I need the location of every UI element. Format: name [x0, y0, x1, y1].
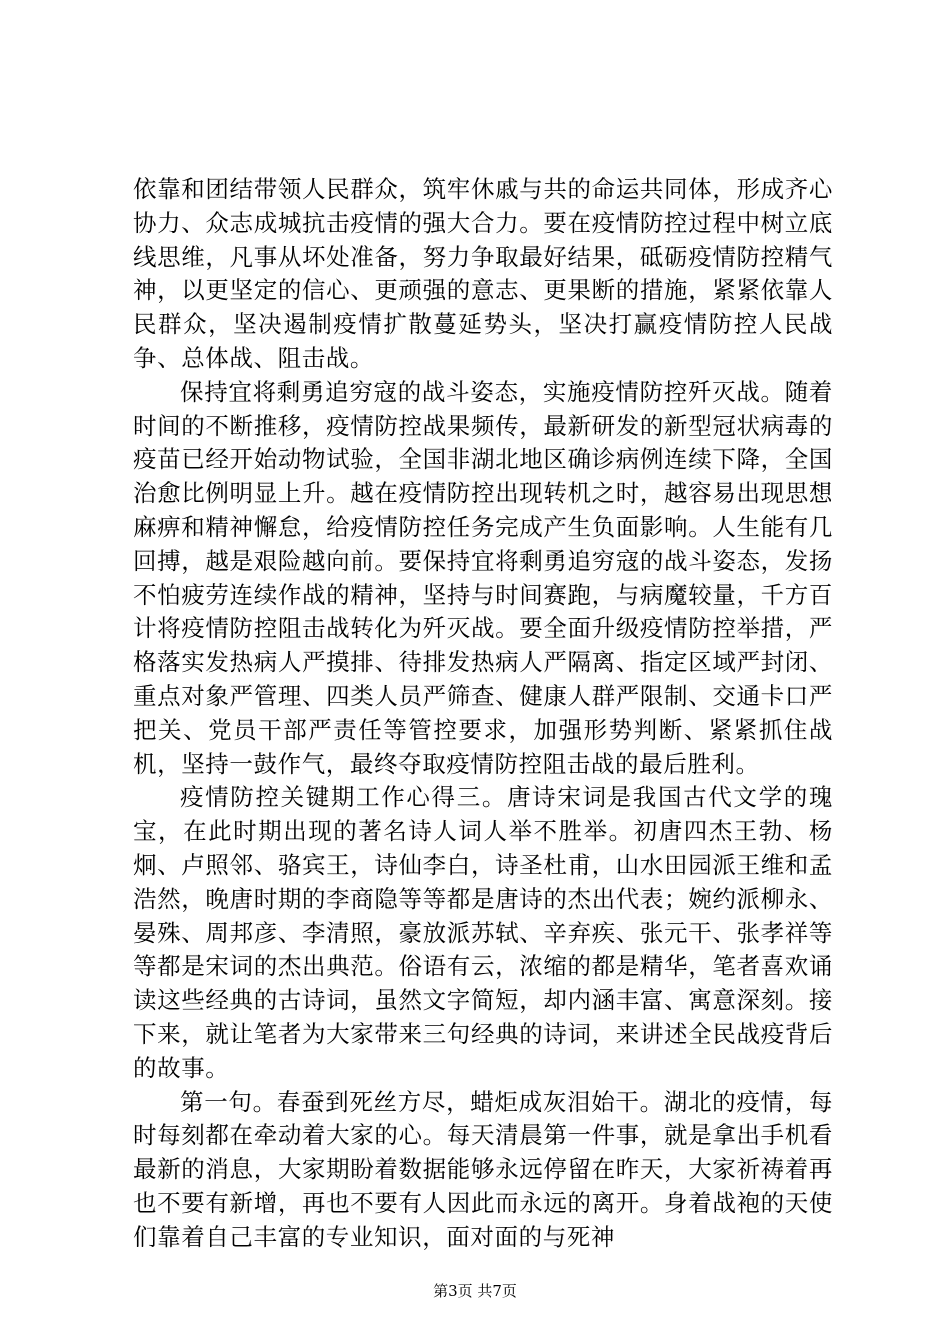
document-body [133, 173, 833, 1255]
paragraph-1: 依靠和团结带领人民群众，筑牢休戚与共的命运共同体，形成齐心协力、众志成城抗击疫情的强大合力。要在疫情防控过程中树立底线思维，凡事从坏处准备，努力争取最好结果，砥砺疫情防控精气神，以更坚定的信心、更顽强的意志、更果断的措施，紧紧依靠人民群众，坚决遏制疫情扩散蔓延势头，坚决打赢疫情防控人民战争、总体战、阻击战。 [133, 175, 833, 372]
page-number-footer: 第3页 共7页 [433, 1282, 517, 1300]
paragraph-3: 疫情防控关键期工作心得三。唐诗宋词是我国古代文学的瑰宝，在此时期出现的著名诗人词人举不胜举。初唐四杰王勃、杨炯、卢照邻、骆宾王，诗仙李白，诗圣杜甫，山水田园派王维和孟浩然，晚唐时期的李商隐等等都是唐诗的杰出代表；婉约派柳永、晏殊、周邦彦、李清照，豪放派苏轼、辛弃疾、张元干、张孝祥等等都是宋词的杰出典范。俗语有云，浓缩的都是精华，笔者喜欢诵读这些经典的古诗词，虽然文字简短，却内涵丰富、寓意深刻。接下来，就让笔者为大家带来三句经典的诗词，来讲述全民战疫背后的故事。 [133, 783, 833, 1082]
paragraph-2: 保持宜将剩勇追穷寇的战斗姿态，实施疫情防控歼灭战。随着时间的不断推移，疫情防控战果频传，最新研发的新型冠状病毒的疫苗已经开始动物试验，全国非湖北地区确诊病例连续下降，全国治愈比例明显上升。越在疫情防控出现转机之时，越容易出现思想麻痹和精神懈怠，给疫情防控任务完成产生负面影响。人生能有几回搏，越是艰险越向前。要保持宜将剩勇追穷寇的战斗姿态，发扬不怕疲劳连续作战的精神，坚持与时间赛跑，与病魔较量，千方百计将疫情防控阻击战转化为歼灭战。要全面升级疫情防控举措，严格落实发热病人严摸排、待排发热病人严隔离、指定区域严封闭、重点对象严管理、四类人员严筛查、健康人群严限制、交通卡口严把关、党员干部严责任等管控要求，加强形势判断、紧紧抓住战机，坚持一鼓作气，最终夺取疫情防控阻击战的最后胜利。 [133, 377, 833, 778]
paragraph-4: 第一句。春蚕到死丝方尽，蜡炬成灰泪始干。湖北的疫情，每时每刻都在牵动着大家的心。每天清晨第一件事，就是拿出手机看最新的消息，大家期盼着数据能够永远停留在昨天，大家祈祷着再也不要有新增，再也不要有人因此而永远的离开。身着战袍的天使们靠着自己丰富的专业知识，面对面的与死神 [133, 1087, 833, 1251]
